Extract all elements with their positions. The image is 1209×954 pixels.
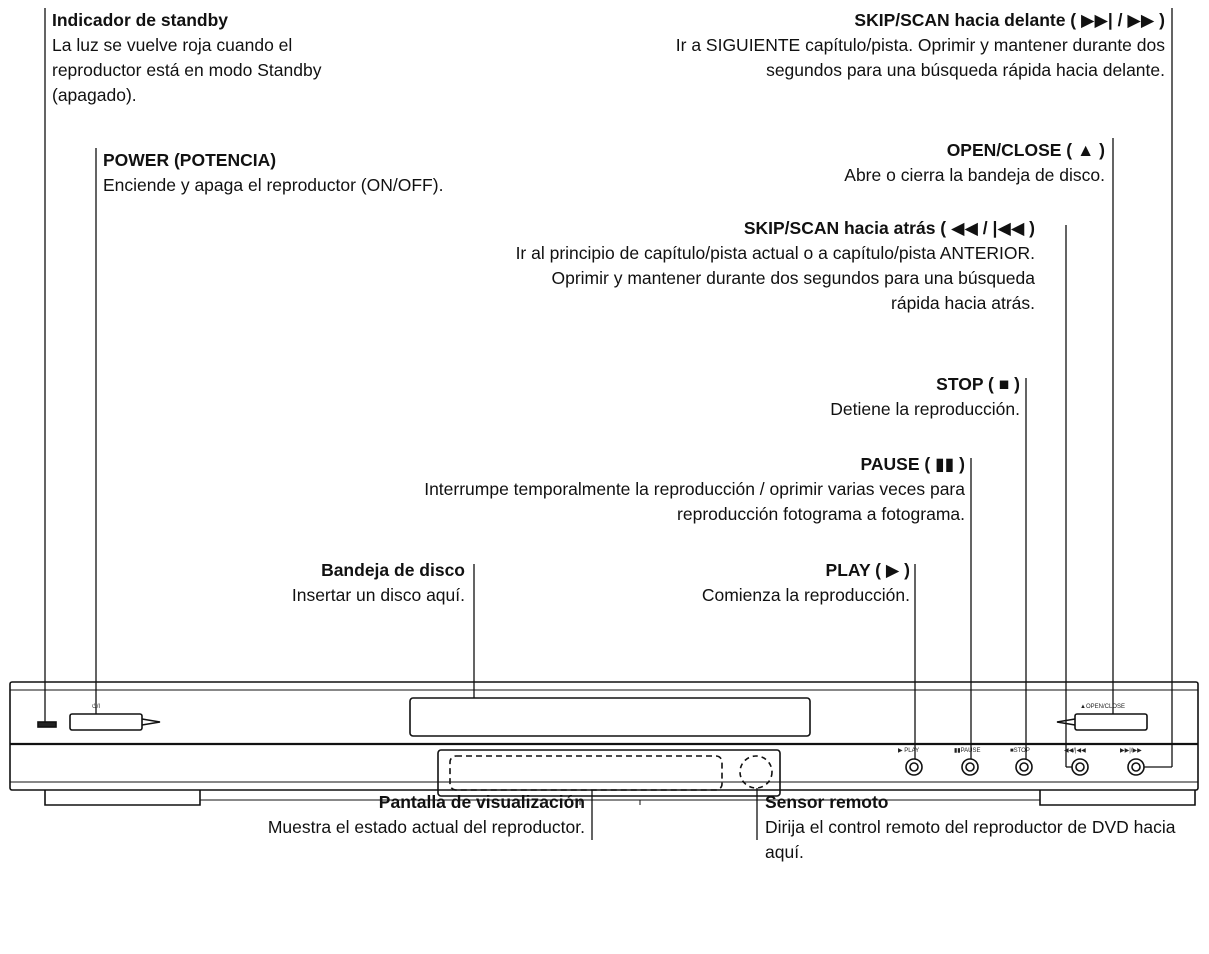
callout-title: Sensor remoto — [765, 792, 889, 812]
callout-title: Bandeja de disco — [321, 560, 465, 580]
callout-desc: La luz se vuelve roja cuando el reproductor está en modo Standby (apagado). — [52, 35, 322, 105]
panel-label-power: ⏻/I — [92, 704, 101, 710]
callout-desc: Dirija el control remoto del reproductor de DVD hacia aquí. — [765, 817, 1176, 862]
disc-tray — [410, 698, 810, 736]
callout-desc: Interrumpe temporalmente la reproducción / oprimir varias veces para reproducción fotograma a fotograma. — [424, 479, 965, 524]
callout-desc: Muestra el estado actual del reproductor. — [267, 817, 585, 837]
callout-desc: Enciende y apaga el reproductor (ON/OFF). — [103, 175, 444, 195]
callout-title: SKIP/SCAN hacia delante ( ▶▶| / ▶▶ ) — [854, 10, 1165, 30]
callout-desc: Abre o cierra la bandeja de disco. — [844, 165, 1105, 185]
callout-desc: Ir a SIGUIENTE capítulo/pista. Oprimir y mantener durante dos segundos para una búsqueda rápida hacia delante. — [675, 35, 1165, 80]
panel-label-stop: ■STOP — [1010, 748, 1030, 754]
callout-title: SKIP/SCAN hacia atrás ( ◀◀ / |◀◀ ) — [743, 218, 1035, 238]
open-close-button — [1075, 714, 1147, 730]
display-screen — [450, 756, 722, 790]
remote-sensor-window — [740, 756, 772, 788]
display-window — [438, 750, 780, 796]
panel-label-skip-forward: ▶▶|/▶▶ — [1120, 748, 1142, 754]
callout-title: STOP ( ■ ) — [936, 374, 1020, 394]
callout-title: Pantalla de visualización — [378, 792, 585, 812]
leader-lines — [45, 8, 1172, 840]
callout-desc: Insertar un disco aquí. — [291, 585, 465, 605]
panel-label-open-close: ▲OPEN/CLOSE — [1080, 704, 1125, 710]
stop-button — [1016, 759, 1032, 775]
callout-desc: Comienza la reproducción. — [701, 585, 910, 605]
panel-label-pause: ▮▮PAUSE — [954, 748, 981, 754]
foot-left — [45, 790, 200, 805]
front-buttons — [906, 759, 1144, 775]
panel-label-play: ▶ PLAY — [898, 748, 920, 754]
callout-desc: Detiene la reproducción. — [830, 399, 1020, 419]
callout-title: PLAY ( ▶ ) — [825, 560, 910, 580]
play-button — [906, 759, 922, 775]
standby-led — [38, 722, 56, 727]
callout-title: Indicador de standby — [52, 10, 228, 30]
skip-forward-button — [1128, 759, 1144, 775]
callout-title: POWER (POTENCIA) — [103, 150, 277, 170]
panel-label-skip-back: ◀◀/|◀◀ — [1064, 748, 1086, 754]
skip-back-button — [1072, 759, 1088, 775]
callout-desc: Ir al principio de capítulo/pista actual o a capítulo/pista ANTERIOR. Oprimir y mantener durante dos segundos para una búsqueda rápida hacia atrás. — [515, 243, 1035, 313]
foot-right — [1040, 790, 1195, 805]
callout-title: OPEN/CLOSE ( ▲ ) — [946, 140, 1105, 160]
pause-button — [962, 759, 978, 775]
power-button — [70, 714, 142, 730]
callout-title: PAUSE ( ▮▮ ) — [860, 454, 965, 474]
